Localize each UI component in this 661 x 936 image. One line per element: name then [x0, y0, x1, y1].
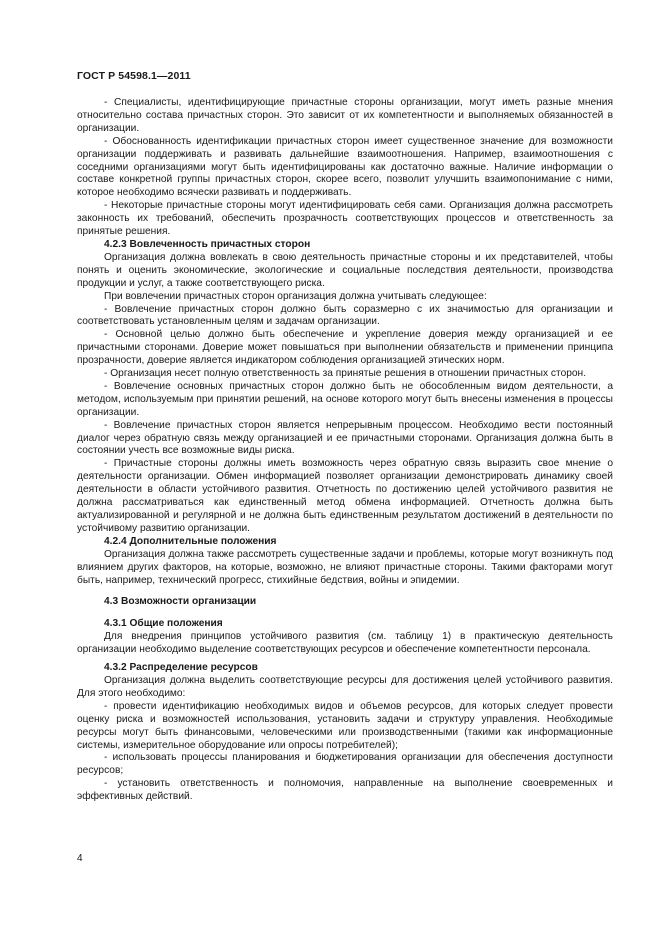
- section-heading: 4.3.2 Распределение ресурсов: [104, 662, 258, 674]
- paragraph: - использовать процессы планирования и бюджетирования организации для обеспечения доступности ресурсов;: [77, 752, 613, 777]
- paragraph: - Вовлечение причастных сторон является непрерывным процессом. Необходимо вести постоянный диалог через обратную связь между организацией и ее причастными сторонами. Организация должна быть в состоянии учесть все возможные виды риска.: [77, 419, 613, 457]
- paragraph: - провести идентификацию необходимых видов и объемов ресурсов, для которых следует провести оценку риска и возможностей использования, установить задачи и структуру управления. Необходимые ресурсы могут быть финансовыми, человеческими или производственными (такими как информационные системы, измерительное оборудование или опросы потребителей);: [77, 700, 613, 751]
- paragraph: - Организация несет полную ответственность за принятые решения в отношении причастных сторон.: [104, 368, 587, 380]
- document-body: [77, 97, 613, 804]
- section-heading: 4.2.3 Вовлеченность причастных сторон: [104, 238, 311, 250]
- page-number: 4: [77, 853, 83, 864]
- paragraph: Для внедрения принципов устойчивого развития (см. таблицу 1) в практическую деятельность организации необходимо выделение соответствующих ресурсов и обеспечение компетентности персонала.: [77, 631, 613, 656]
- paragraph: Организация должна выделить соответствующие ресурсы для достижения целей устойчивого развития. Для этого необходимо:: [77, 674, 613, 699]
- paragraph: - Основной целью должно быть обеспечение и укрепление доверия между организацией и ее причастными сторонами. Доверие может повышаться при выполнении обязательств и применении принципа прозрачности, доверие является индикатором соблюдения организацией этических норм.: [77, 329, 613, 367]
- paragraph: - установить ответственность и полномочия, направленные на выполнение своевременных и эффективных действий.: [77, 778, 613, 803]
- paragraph: Организация должна вовлекать в свою деятельность причастные стороны и их представителей, чтобы понять и оценить экономические, экологические и социальные последствия деятельности, производства продукции и услуг, а также соответствующего риска.: [77, 251, 613, 289]
- section-heading: 4.3.1 Общие положения: [104, 618, 223, 630]
- paragraph: Организация должна также рассмотреть существенные задачи и проблемы, которые могут возникнуть под влиянием других факторов, на которые, возможно, не влияют причастные стороны. Такими факторами могут быть, например, технический прогресс, стихийные бедствия, войны и эпидемии.: [77, 548, 613, 586]
- paragraph: При вовлечении причастных сторон организация должна учитывать следующее:: [104, 290, 487, 302]
- section-heading: 4.2.4 Дополнительные положения: [104, 535, 277, 547]
- paragraph: - Некоторые причастные стороны могут идентифицировать себя сами. Организация должна рассмотреть законность их требований, обеспечить прозрачность соответствующих процессов и ответственность за принятые решения.: [77, 200, 613, 238]
- paragraph: - Обоснованность идентификации причастных сторон имеет существенное значение для возможности организации поддерживать и развивать дальнейшие взаимоотношения. Например, взаимоотношения с соседними организациями могут быть идентифицированы как достаточно важные. Наличие информации о составе конкретной группы причастных сторон, скорее всего, позволит улучшить взаимопонимание с ними, которое необходимо всячески развивать и поддерживать.: [77, 135, 613, 199]
- section-heading: 4.3 Возможности организации: [104, 596, 257, 608]
- paragraph: - Вовлечение причастных сторон должно быть соразмерно с их значимостью для организации и соответствовать установленным целям и задачам организации.: [77, 303, 613, 328]
- paragraph: - Вовлечение основных причастных сторон должно быть не обособленным видом деятельности, а методом, используемым при принятии решений, на основе которого могут быть внесены изменения в процессы организации.: [77, 380, 613, 418]
- paragraph: - Специалисты, идентифицирующие причастные стороны организации, могут иметь разные мнения относительно состава причастных сторон. Это зависит от их компетентности и выполняемых обязанностей в организации.: [77, 97, 613, 134]
- paragraph: - Причастные стороны должны иметь возможность через обратную связь выразить свое мнение о деятельности организации. Обмен информацией позволяет организации демонстрировать динамику своей деятельности в области устойчивого развития. Отчетность по достижению целей устойчивого развития не должна рассматриваться как единственный метод обмена информацией. Отчетность должна быть актуализированной и регулярной и не должна быть единственным результатом достижений в деятельности по устойчивому развитию организации.: [77, 458, 613, 534]
- standard-header: ГОСТ Р 54598.1—2011: [77, 70, 191, 82]
